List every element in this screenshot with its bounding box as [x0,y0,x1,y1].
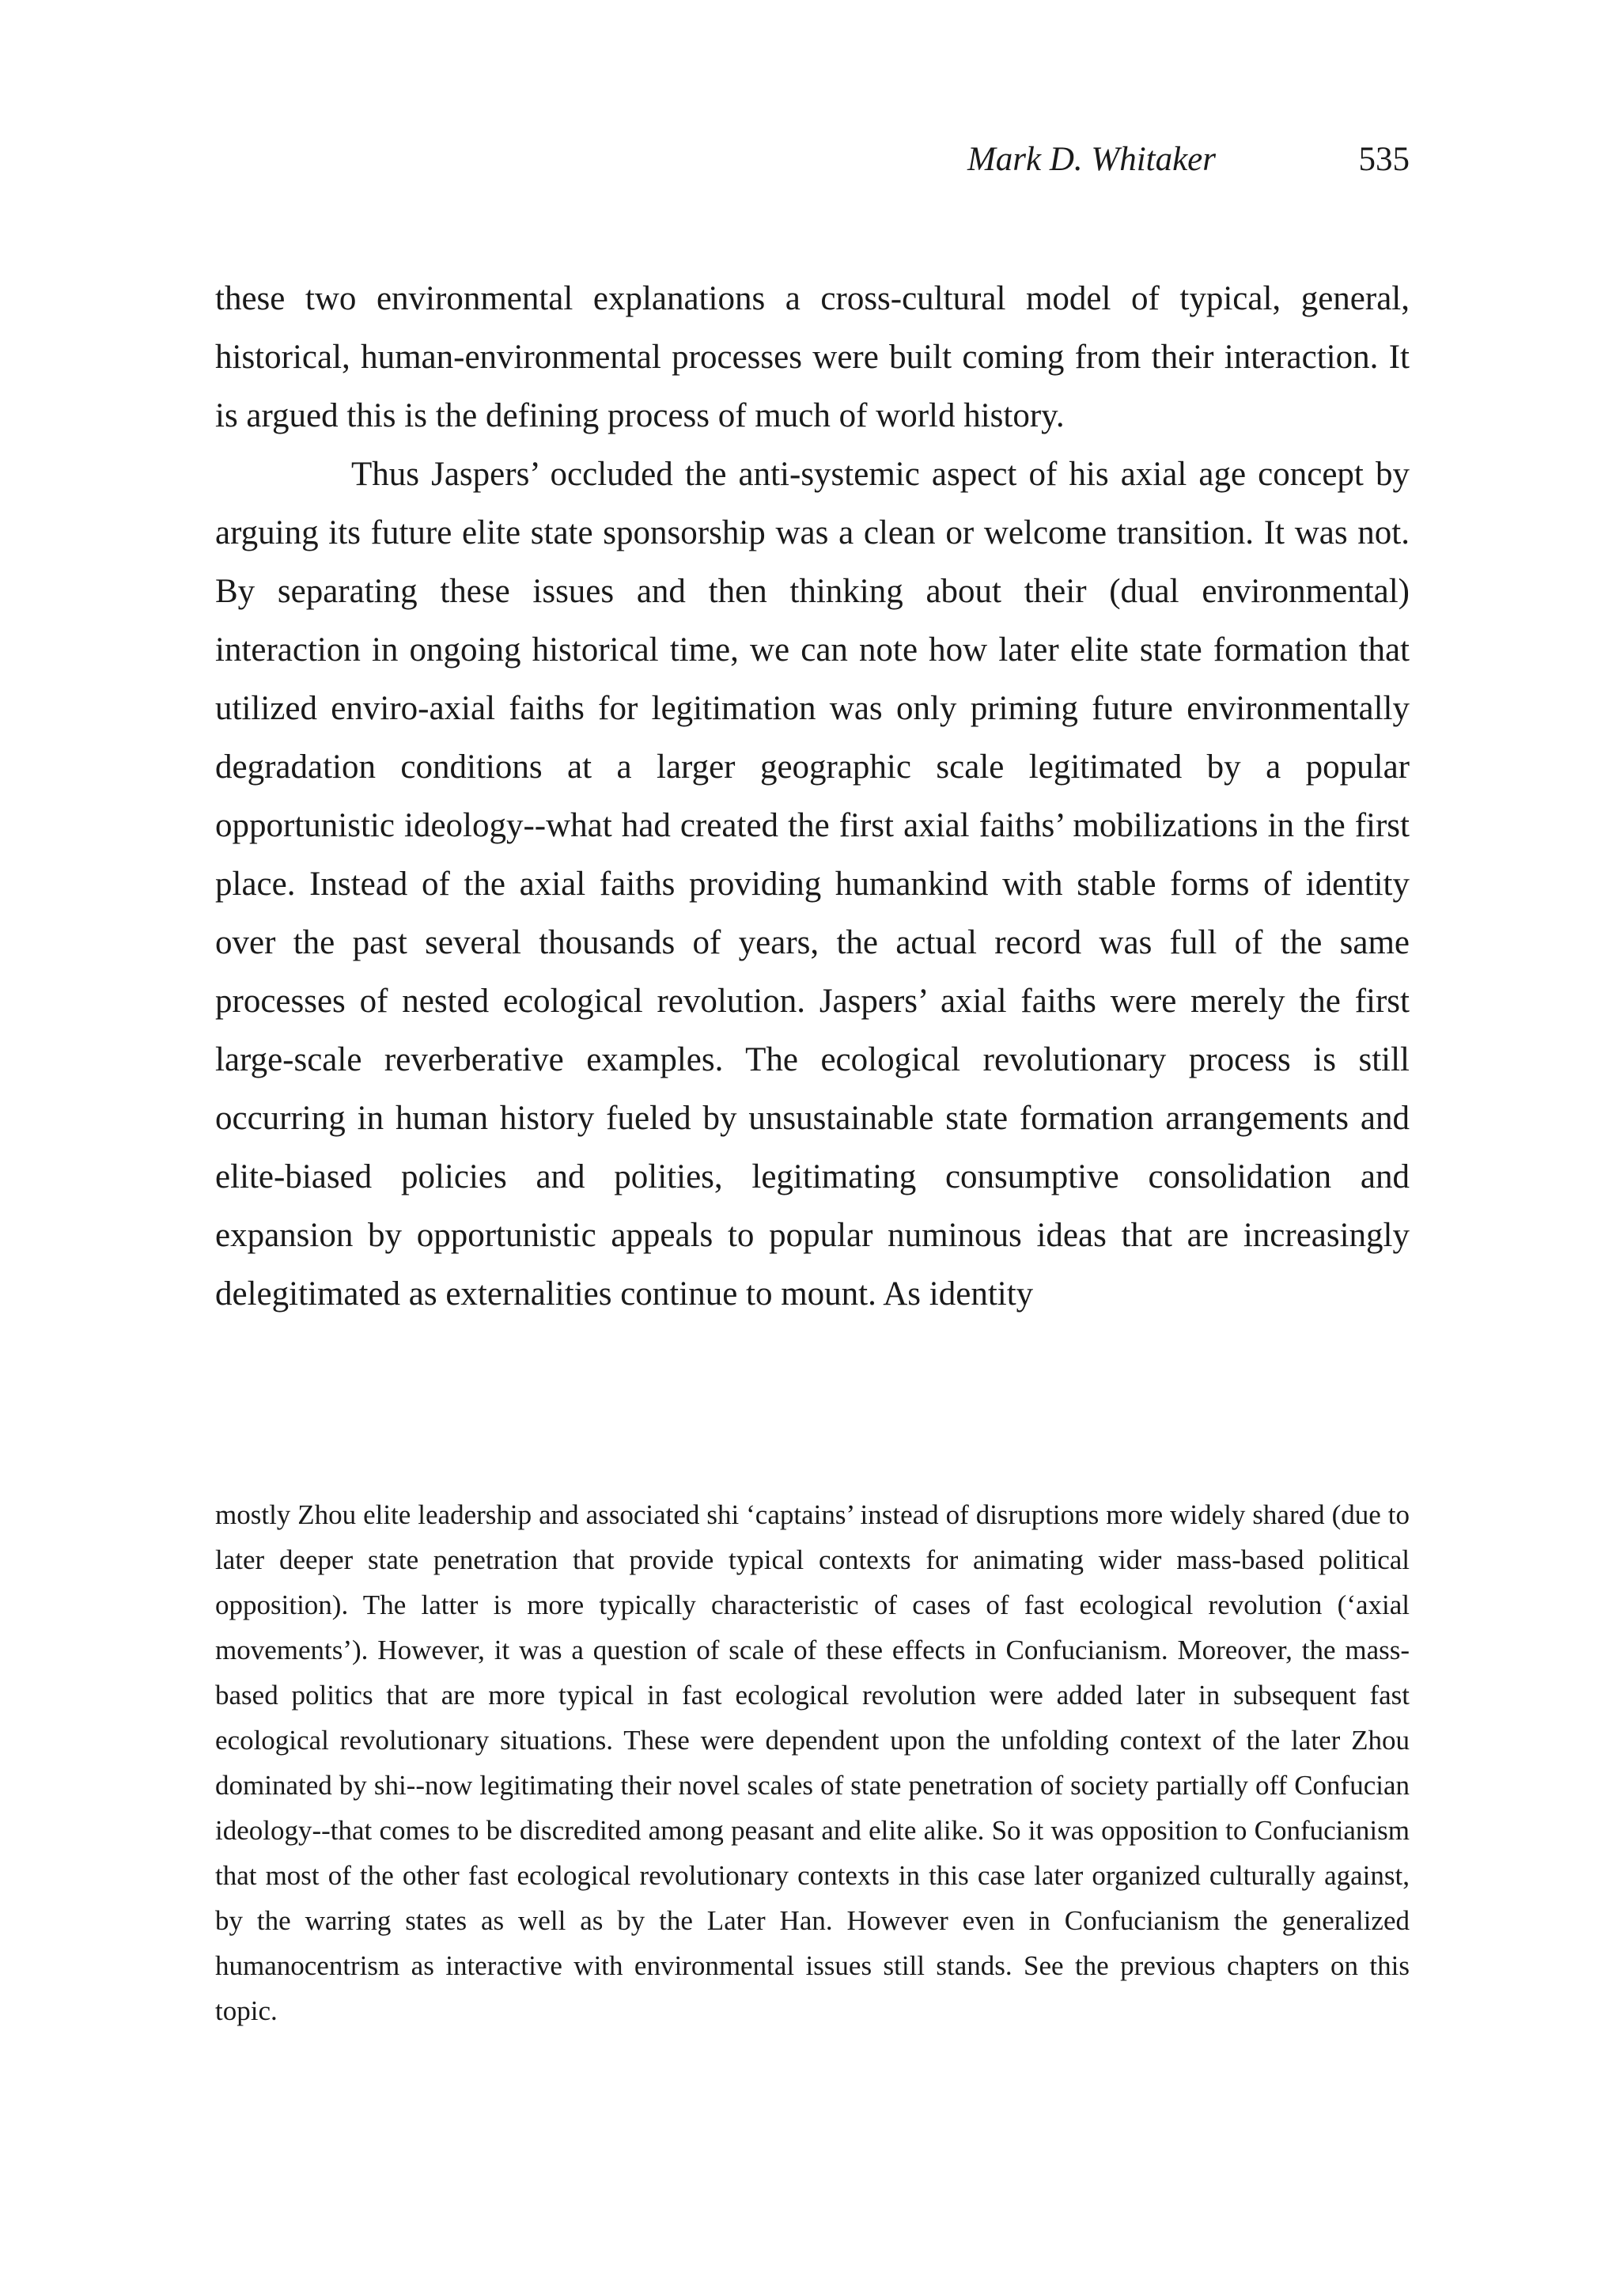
page-number: 535 [1358,141,1410,178]
running-head [215,136,1410,184]
footnote-text: mostly Zhou elite leadership and associated shi ‘captains’ instead of disruptions more widely shared (due to later deeper state penetration that provide typical contexts for animating wider mass-based political opposition). The latter is more typically characteristic of cases of fast ecological revolution (‘axial movements’). However, it was a question of scale of these effects in Confucianism. Moreover, the mass-based politics that are more typical in fast ecological revolution were added later in subsequent fast ecological revolutionary situations. These were dependent upon the unfolding context of the later Zhou dominated by shi--now legitimating their novel scales of state penetration of society partially off Confucian ideology--that comes to be discredited among peasant and elite alike. So it was opposition to Confucianism that most of the other fast ecological revolutionary contexts in this case later organized culturally against, by the warring states as well as by the Later Han. However even in Confucianism the generalized humanocentrism as interactive with environmental issues still stands. See the previous chapters on this topic. [215,1499,1410,2026]
body-text [215,270,1410,1324]
body-paragraph-continuation: these two environmental explanations a cross-cultural model of typical, general, historical, human-environmental processes were built coming from their interaction. It is argued this is the defining process of much of world history. [215,280,1410,434]
running-head-author: Mark D. Whitaker [967,141,1216,178]
footnote [215,1492,1410,2033]
body-paragraph: Thus Jaspers’ occluded the anti-systemic aspect of his axial age concept by arguing its future elite state sponsorship was a clean or welcome transition. It was not. By separating these issues and then thinking about their (dual environmental) interaction in ongoing historical time, we can note how later elite state formation that utilized enviro-axial faiths for legitimation was only priming future environmentally degradation conditions at a larger geographic scale legitimated by a popular opportunistic ideology--what had created the first axial faiths’ mobilizations in the first place. Instead of the axial faiths providing humankind with stable forms of identity over the past several thousands of years, the actual record was full of the same processes of nested ecological revolution. Jaspers’ axial faiths were merely the first large-scale reverberative examples. The ecological revolutionary process is still occurring in human history fueled by unsustainable state formation arrangements and elite-biased policies and polities, legitimating consumptive consolidation and expansion by opportunistic appeals to popular numinous ideas that are increasingly delegitimated as externalities continue to mount. As identity [215,456,1410,1313]
